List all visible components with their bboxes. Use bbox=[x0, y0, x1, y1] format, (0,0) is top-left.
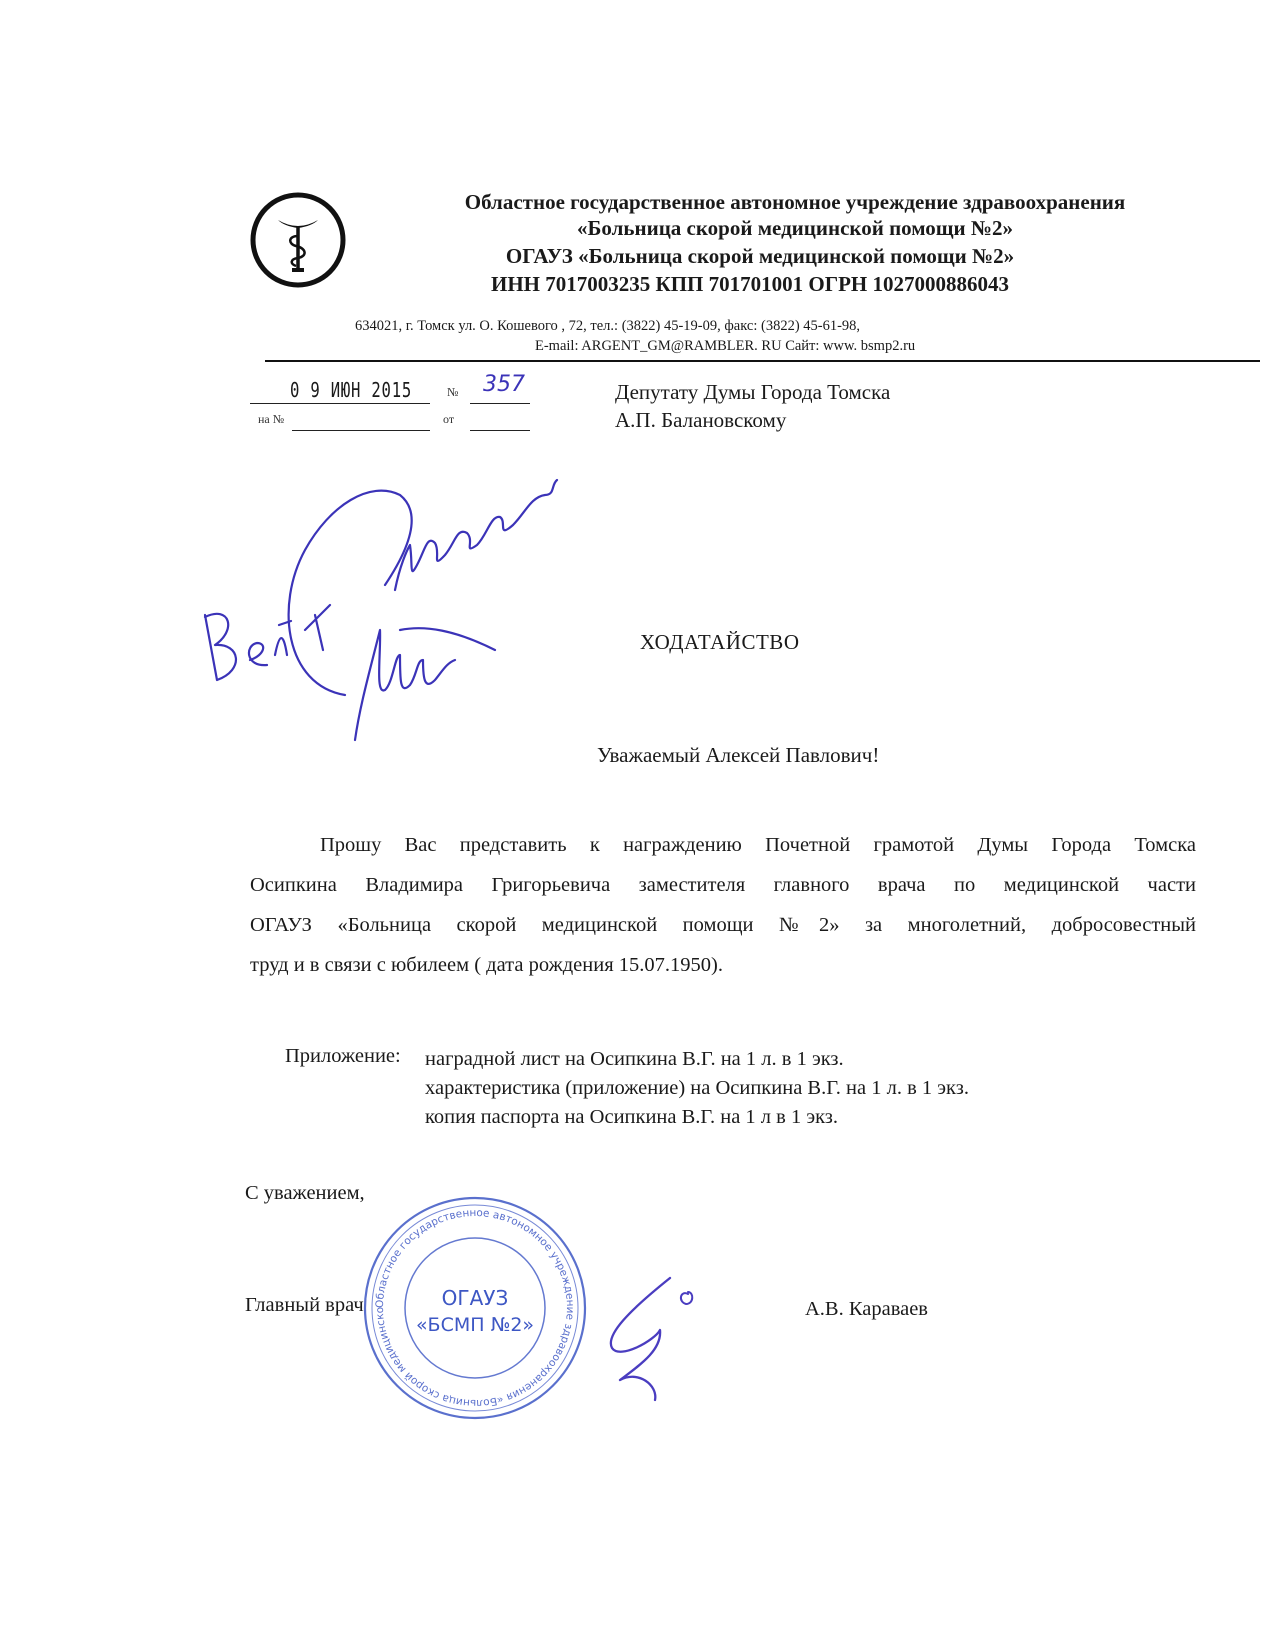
hospital-logo bbox=[248, 190, 348, 290]
attachments-list bbox=[425, 1045, 969, 1132]
body-line: Прошу Вас представить к награждению Почетной грамотой Думы Города Томска bbox=[320, 834, 1196, 856]
salutation: Уважаемый Алексей Павлович! bbox=[597, 743, 880, 767]
stamp-ring-text: Областное государственное автономное учреждение здравоохранения «Больница скорой медицинско bbox=[373, 1206, 577, 1410]
address-line: 634021, г. Томск ул. О. Кошевого , 72, тел.: (3822) 45-19-09, факс: (3822) 45-61-98, bbox=[355, 318, 861, 334]
attachment-item: наградной лист на Осипкина В.Г. на 1 л. в 1 экз. bbox=[425, 1048, 844, 1070]
body-paragraph bbox=[250, 825, 1196, 985]
stamp-center-line-1: ОГАУЗ bbox=[441, 1286, 509, 1310]
attachments-label: Приложение: bbox=[285, 1045, 401, 1067]
chief-signature bbox=[600, 1270, 710, 1405]
org-quoted-name: «Больница скорой медицинской помощи №2» bbox=[577, 216, 1013, 240]
resolution-scribble bbox=[195, 455, 575, 745]
reply-to-label: на № bbox=[258, 412, 285, 426]
body-line: Осипкина Владимира Григорьевича заместителя главного врача по медицинской части bbox=[250, 874, 1196, 896]
body-line: труд и в связи с юбилеем ( дата рождения 15.07.1950). bbox=[250, 954, 723, 976]
document-title: ХОДАТАЙСТВО bbox=[640, 630, 800, 654]
reply-to-underline bbox=[292, 430, 430, 431]
signer-position: Главный врач bbox=[245, 1294, 364, 1316]
number-underline bbox=[470, 403, 530, 404]
handwritten-resolution bbox=[195, 455, 575, 745]
org-requisites: ИНН 7017003235 КПП 701701001 ОГРН 1027000886043 bbox=[490, 272, 1009, 296]
from-underline bbox=[470, 430, 530, 431]
addressee-line-1: Депутату Думы Города Томска bbox=[615, 380, 891, 404]
closing-regards: С уважением, bbox=[245, 1182, 365, 1204]
signer-name: А.В. Караваев bbox=[805, 1298, 928, 1320]
signature-scribble bbox=[600, 1270, 710, 1405]
date-underline bbox=[250, 403, 430, 404]
contact-line: E-mail: ARGENT_GM@RAMBLER. RU Сайт: www. bsmp2.ru bbox=[535, 338, 916, 354]
addressee-line-2: А.П. Балановскому bbox=[615, 408, 787, 432]
attachment-item: копия паспорта на Осипкина В.Г. на 1 л в 1 экз. bbox=[425, 1106, 839, 1128]
stamp-seal bbox=[360, 1193, 590, 1423]
attachment-item: характеристика (приложение) на Осипкина В.Г. на 1 л. в 1 экз. bbox=[425, 1077, 969, 1099]
stamp-center-line-2: «БСМП №2» bbox=[415, 1314, 535, 1336]
org-short-name: ОГАУЗ «Больница скорой медицинской помощи №2» bbox=[505, 244, 1015, 268]
body-line: ОГАУЗ «Больница скорой медицинской помощи №2» за многолетний, добросовестный bbox=[250, 914, 1196, 936]
caduceus-icon bbox=[248, 190, 348, 290]
org-full-name: Областное государственное автономное учреждение здравоохранения bbox=[464, 190, 1126, 214]
from-label: от bbox=[443, 412, 455, 426]
outgoing-date: 0 9 ИЮН 2015 bbox=[290, 378, 413, 402]
outgoing-number: 357 bbox=[483, 372, 525, 397]
official-stamp bbox=[360, 1193, 590, 1423]
header-divider bbox=[265, 360, 1260, 362]
number-label: № bbox=[447, 385, 459, 399]
